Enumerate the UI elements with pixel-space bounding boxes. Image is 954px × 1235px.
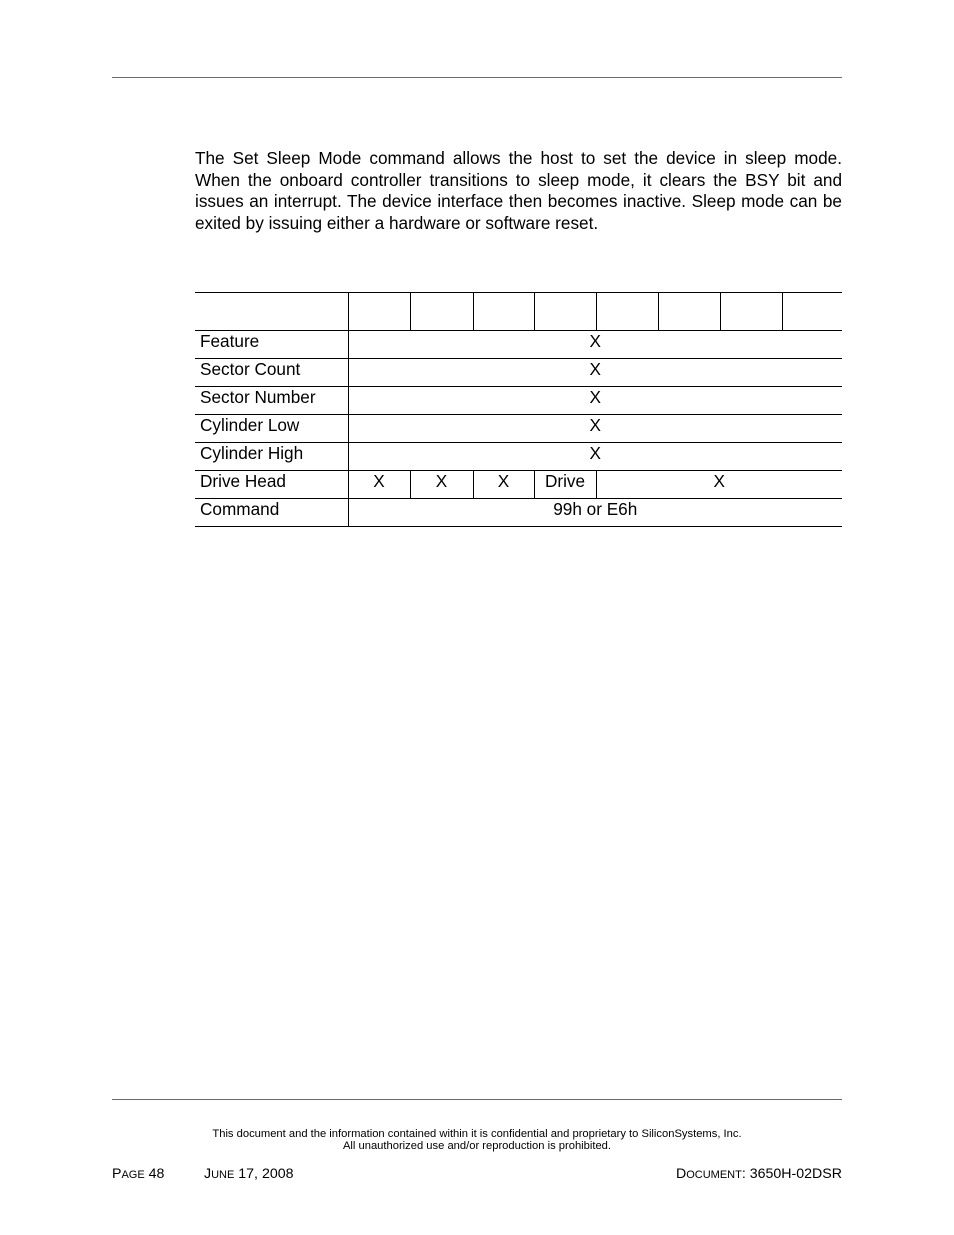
header-cell [658,293,720,331]
document-date: JUNE 17, 2008 [204,1166,294,1182]
table-header-row [195,293,842,331]
row-label: Cylinder High [195,443,348,471]
row-label: Cylinder Low [195,415,348,443]
register-table [195,292,842,527]
confidentiality-line-2: All unauthorized use and/or reproduction is prohibited. [342,1140,612,1152]
row-label: Feature [195,331,348,359]
table-row [195,443,842,471]
row-label: Sector Count [195,359,348,387]
body-paragraph: The Set Sleep Mode command allows the host to set the device in sleep mode. When the onboard controller transitions to sleep mode, it clears the BSY bit and issues an interrupt. The device interface then becomes inactive. Sleep mode can be exited by issuing either a hardware or software reset. [195,148,842,233]
confidentiality-line-1: This document and the information contained within it is confidential and proprietary to SiliconSystems, Inc. [212,1128,742,1140]
table-row [195,387,842,415]
drive-bit-cell: Drive [534,471,596,499]
document-id: DOCUMENT: 3650H-02DSR [675,1166,842,1182]
row-label: Sector Number [195,387,348,415]
header-rule [112,77,842,78]
table-row [195,415,842,443]
bit6-cell: X [410,471,473,499]
table-row [195,499,842,527]
row-value: X [348,415,842,443]
header-cell [348,293,410,331]
confidentiality-notice [0,1128,954,1152]
footer-rule [112,1099,842,1100]
head-bits-cell: X [596,471,842,499]
header-cell [473,293,534,331]
header-cell [410,293,473,331]
row-value: X [348,331,842,359]
header-cell [596,293,658,331]
row-value: X [348,387,842,415]
row-value: X [348,443,842,471]
bit5-cell: X [473,471,534,499]
row-value: X [348,359,842,387]
bit7-cell: X [348,471,410,499]
header-cell [782,293,842,331]
header-cell [534,293,596,331]
row-value: 99h or E6h [348,499,842,527]
table-row [195,331,842,359]
header-cell [195,293,348,331]
row-label: Drive Head [195,471,348,499]
table-row [195,359,842,387]
row-label: Command [195,499,348,527]
table-row [195,471,842,499]
header-cell [720,293,782,331]
page-number: PAGE 48 [112,1166,165,1182]
